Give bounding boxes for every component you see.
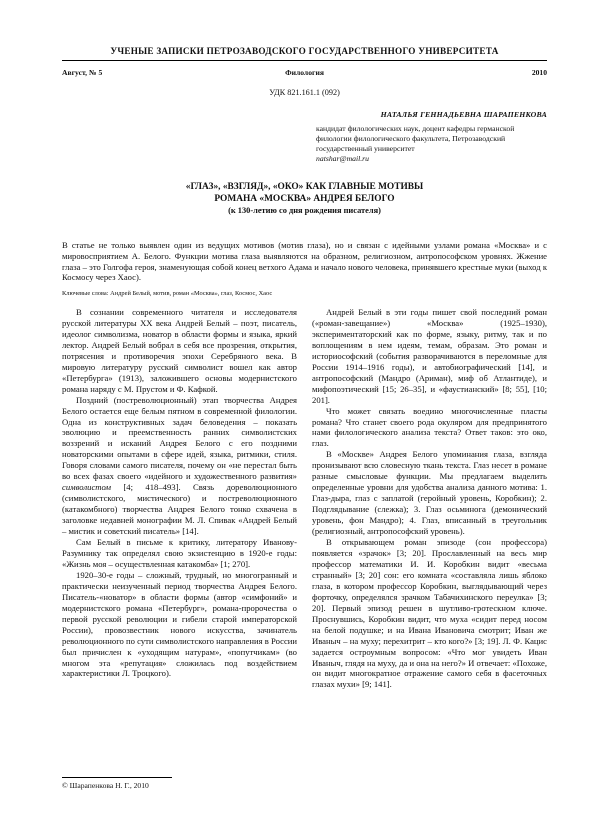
title-line-1: «ГЛАЗ», «ВЗГЛЯД», «ОКО» КАК ГЛАВНЫЕ МОТИВЫ [185, 182, 424, 192]
paragraph: В сознании современного читателя и исследователя русской литературы XX века Андрей Белый – поэт, писатель, идеолог символизма, новатор в области формы и языка, яркий лектор. Андрей Белый вобрал в себя все прозрения, открытия, потрясения и противоречия эпохи Серебряного века. В мировую литературу русский символист вошел как автор «Петербурга» (1913), заложившего основы модернистского романа наряду с М. Прустом и Ф. Кафкой. [62, 307, 297, 394]
affiliation-text: кандидат филологических наук, доцент кафедры германской филологии филологического факультета, Петрозаводский государственный университет [316, 124, 515, 153]
copyright: © Шарапенкова Н. Г., 2010 [62, 781, 149, 790]
keywords: Ключевые слова: Андрей Белый, мотив, роман «Москва», глаз, Космос, Хаос [62, 290, 273, 297]
body-column-left [62, 307, 297, 679]
author-name: НАТАЛЬЯ ГЕННАДЬЕВНА ШАРАПЕНКОВА [380, 110, 547, 119]
footnote-divider [62, 777, 172, 778]
header-divider [62, 60, 547, 61]
paragraph [62, 395, 297, 537]
author-affiliation [316, 124, 547, 164]
article-title [62, 181, 547, 217]
italic-term: символистом [62, 482, 111, 493]
paragraph: Андрей Белый в эти годы пишет свой последний роман («роман-завещание») «Москва» (1925–1930), экспериментаторский как по форме, языку, ритму, так и по воплощениям в нем идеям, темам, образам. Это роман и историософский (события разворачиваются в переломные для России 1914–1916 годы), и автобиографический [14], и антропософский (Мандро (Ариман), миф об Атлантиде), и мифопоэтический [15; 26–35], и «фаустианский» [8; 55], [10; 201]. [312, 307, 547, 405]
udk-code: УДК 821.161.1 (092) [269, 88, 340, 97]
issue-number: Август, № 5 [62, 68, 103, 77]
body-column-right [312, 307, 547, 690]
title-subtitle: (к 130-летию со дня рождения писателя) [228, 206, 381, 215]
author-email[interactable]: natshar@mail.ru [316, 154, 369, 163]
paragraph: Сам Белый в письме к критику, литератору Иванову-Разумнику так определял свою экзистенцию в 1920-е годы: «Жизнь моя – осуществленная катакомба» [1; 270]. [62, 537, 297, 569]
paragraph: В открывающем роман эпизоде (сон профессора) появляется «зрачок» [3; 20]. Прославленный на весь мир профессор математики И. И. Коробкин видит «весьма странный» [3; 20] сон: его комната «составляла лишь яблоко глаза, в котором профессор Коробкин, выглядывающий через форточку, определялся зрачком Табачихинского переулка» [3; 20]. Первый эпизод решен в шутливо-гротескном ключе. Проснувшись, Коробкин видит, что муха «сидит перед носом на белой подушке; и на Ивана Ивановича смотрит; Иван же Иваныч – на муху; перехитрит – кто кого?» [3; 19]. Л. Ф. Кацис задается остроумным вопросом: «Что мог увидеть Иван Иваныч, глядя на муху, да и она на него?» И отвечает: «Похоже, он видит многократное отражение самого себя в фасеточных глазах мухи» [9; 141]. [312, 537, 547, 690]
paragraph-text: [4; 418–493]. Связь дореволюционного (символистского, мистического) и постреволюционного (катакомбного) творчества Андрея Белого тонко схвачена в заголовке недавней монографии М. Л. Спивак «Андрей Белый – мистик и советский писатель» [14]. [62, 482, 297, 537]
journal-title: УЧЕНЫЕ ЗАПИСКИ ПЕТРОЗАВОДСКОГО ГОСУДАРСТВЕННОГО УНИВЕРСИТЕТА [110, 46, 499, 56]
abstract: В статье не только выявлен один из ведущих мотивов (мотив глаза), но и связан с идейными узлами романа «Москва» и с мировосприятием А. Белого. Функции мотива глаза выявляются на образном, религиозном, антропософском уровнях. Жжение глаза – это Голгофа героя, знаменующая собой конец ветхого Адама и начало нового человека, принявшего крестные муки (выход к Космосу через Хаос). [62, 240, 547, 283]
paragraph: В «Москве» Андрея Белого упоминания глаза, взгляда пронизывают всю словесную ткань текста. Глаз несет в романе разные смысловые функции. Мы предлагаем выделить определенные уровни для удобства анализа данного мотива: 1. Глаз-дыра, глаз с заплатой (геройный уровень, Коробкин); 2. Подглядывание (слежка); 3. Глаз осьминога (демонический уровень, фон Мандро); 4. Глаз, вписанный в треугольник (религиозный, антропософский уровень). [312, 449, 547, 537]
paragraph: Что может связать воедино многочисленные пласты романа? Что станет своего рода окуляром для предпринятого нами филологического анализа текста? Ответ таков: это око, глаз. [312, 405, 547, 449]
title-line-2: РОМАНА «МОСКВА» АНДРЕЯ БЕЛОГО [214, 194, 395, 204]
section-name: Филология [285, 68, 324, 77]
paragraph: 1920–30-е годы – сложный, трудный, но многогранный и практически неизученный период творчества Андрея Белого. Писатель-«новатор» в области формы (автор «симфоний» и модернистского романа «Петербург», романа-пророчества о первой русской революции и гибели старой императорской России), провозвестник нового искусства, зачинатель революционного по сути символистского направления в России был причислен к «уходящим натурам», «попутчикам» (во многом эта «репутация» сложилась под воздействием характеристики Л. Троцкого). [62, 569, 297, 679]
issue-year: 2010 [531, 68, 547, 77]
paragraph-text: Поздний (постреволюционный) этап творчества Андрея Белого остается еще белым пятном в современной филологии. Одна из конструктивных задач беловедения – показать эволюцию и преемственность ранних символистских воззрений и исканий Андрея Белого с его поздними новаторскими опытами в сфере идей, языка, ритмики, стиля. Говоря словами самого писателя, почему он «не перестал быть во всех фазах своего «идейного и художественного развития» [62, 394, 297, 482]
